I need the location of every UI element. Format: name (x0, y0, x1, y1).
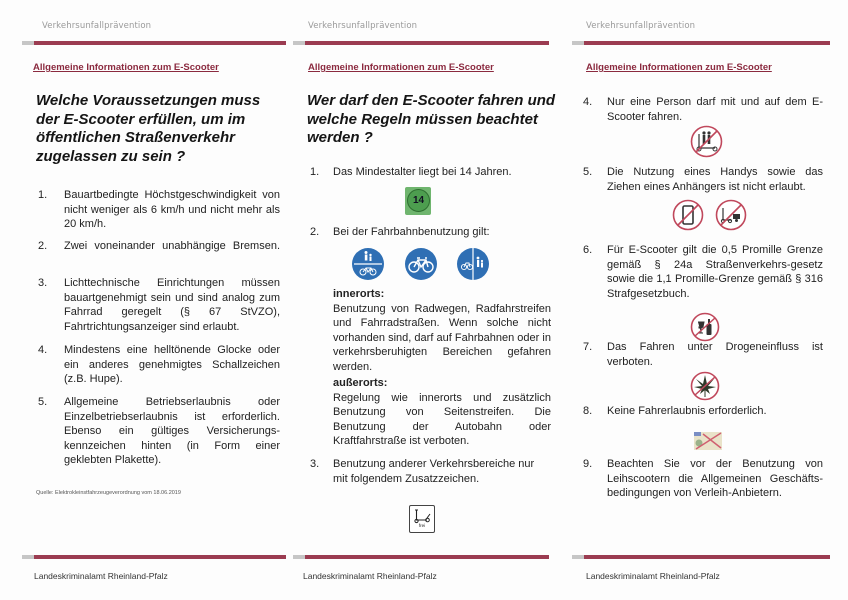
footer-label: Landeskriminalamt Rheinland-Pfalz (34, 571, 168, 581)
header-label: Verkehrsunfallprävention (308, 21, 418, 31)
item-text: Benutzung anderer Verkehrsbereiche nur mit folgendem Zusatzzeichen. (333, 458, 535, 485)
panel-rider-rules (295, 0, 557, 600)
bicycle-path-sign-icon (404, 247, 438, 281)
no-alcohol-icon (690, 312, 720, 342)
item-number: 5. (38, 396, 48, 408)
item-number: 3. (38, 277, 48, 289)
question-heading: Welche Voraussetzungen muss der E-Scooter erfüllen, um im öffentlichen Straßenverkehr zugelassen zu sein ? (36, 92, 261, 165)
age-14-badge-icon (405, 187, 431, 215)
source-note: Quelle: Elektrokleinstfahrzeugeverordnung vom 18.06.2019 (36, 490, 181, 496)
shared-path-sign-icon (351, 247, 385, 281)
innerorts-heading: innerorts: (333, 288, 385, 300)
item-number: 8. (583, 405, 593, 417)
item-text: Lichttechnische Einrichtungen müssen bauartgenehmigt sein und sind analog zum Fahrrad geregelt (§ 67 StVZO), Fahrtrichtungsanzeiger sind erlaubt. (64, 277, 280, 333)
ausserorts-block (333, 376, 551, 449)
item-number: 3. (310, 458, 320, 470)
item-text: Keine Fahrerlaubnis erforderlich. (607, 405, 767, 417)
separated-path-sign-icon (456, 247, 490, 281)
item-text: Die Nutzung eines Handys sowie das Ziehen eines Anhängers ist nicht erlaubt. (607, 166, 823, 193)
no-license-icon (693, 431, 723, 451)
item-text: Bauartbedingte Höchstgeschwindigkeit von nicht weniger als 6 km/h und nicht mehr als 20 km/h. (64, 189, 280, 231)
item-text: Für E-Scooter gilt die 0,5 Promille Grenze gemäß § 24a Straßenverkehrs-gesetz sowie die 1,1 Promille-Grenze gemäß § 316 Strafgesetzbuch. (607, 244, 823, 300)
no-trailer-icon (715, 199, 747, 231)
section-title: Allgemeine Informationen zum E-Scooter (33, 62, 219, 73)
footer-label: Landeskriminalamt Rheinland-Pfalz (586, 571, 720, 581)
footer-bar (584, 555, 830, 559)
item-number: 7. (583, 341, 593, 353)
item-number: 1. (38, 189, 48, 201)
item-text: Zwei voneinander unabhängige Bremsen. (64, 240, 280, 252)
item-text: Das Mindestalter liegt bei 14 Jahren. (333, 166, 512, 178)
item-number: 2. (38, 240, 48, 252)
header-bar (584, 41, 830, 45)
question-heading: Wer darf den E-Scooter fahren und welche Regeln müssen beachtet werden ? (307, 92, 556, 146)
item-text: Bei der Fahrbahnbenutzung gilt: (333, 226, 490, 238)
section-title: Allgemeine Informationen zum E-Scooter (586, 62, 772, 73)
no-passenger-icon (690, 125, 723, 158)
ausserorts-text: Regelung wie innerorts und zusätzlich Benutzung von Seitenstreifen. Die Benutzung der Autobahn oder Kraftfahrstraße ist verboten. (333, 391, 551, 448)
item-number: 9. (583, 458, 593, 470)
item-text: Das Fahren unter Drogeneinfluss ist verboten. (607, 341, 823, 368)
item-text: Mindestens eine helltönende Glocke oder ein anderes genehmigtes Schallzeichen (z.B. Hupe). (64, 344, 280, 386)
footer-bar (305, 555, 549, 559)
zusatz-sign-label: frei (418, 523, 426, 528)
footer-bar (34, 555, 286, 559)
escooter-frei-sign-icon (409, 505, 435, 533)
item-number: 4. (38, 344, 48, 356)
innerorts-text: Benutzung von Radwegen, Radfahrstreifen und Fahrradstraßen. Wenn solche nicht vorhanden sind, darf auf Fahrbahnen oder in verkehrsberuhigten Bereichen gefahren werden. (333, 302, 551, 373)
item-number: 4. (583, 96, 593, 108)
no-drugs-icon (690, 371, 720, 401)
panel-further-rules (575, 0, 835, 600)
footer-label: Landeskriminalamt Rheinland-Pfalz (303, 571, 437, 581)
item-number: 1. (310, 166, 320, 178)
item-number: 6. (583, 244, 593, 256)
panel-vehicle-requirements (20, 0, 282, 600)
item-number: 5. (583, 166, 593, 178)
header-label: Verkehrsunfallprävention (42, 21, 152, 31)
header-bar (305, 41, 549, 45)
innerorts-block (333, 287, 551, 375)
no-phone-icon (672, 199, 704, 231)
age-badge-number: 14 (407, 189, 430, 212)
item-number: 2. (310, 226, 320, 238)
header-bar (34, 41, 286, 45)
item-text: Nur eine Person darf mit und auf dem E-Scooter fahren. (607, 96, 823, 123)
section-title: Allgemeine Informationen zum E-Scooter (308, 62, 494, 73)
header-label: Verkehrsunfallprävention (586, 21, 696, 31)
item-text: Beachten Sie vor der Benutzung von Leihscootern die Allgemeinen Geschäfts-bedingungen von Verleih-Anbietern. (607, 458, 823, 500)
item-text: Allgemeine Betriebserlaubnis oder Einzelbetriebserlaubnis ist erforderlich. Ebenso ein gültiges Versicherungs-kennzeichen hinten (in Form einer geklebten Plakette). (64, 396, 280, 467)
ausserorts-heading: außerorts: (333, 377, 388, 389)
